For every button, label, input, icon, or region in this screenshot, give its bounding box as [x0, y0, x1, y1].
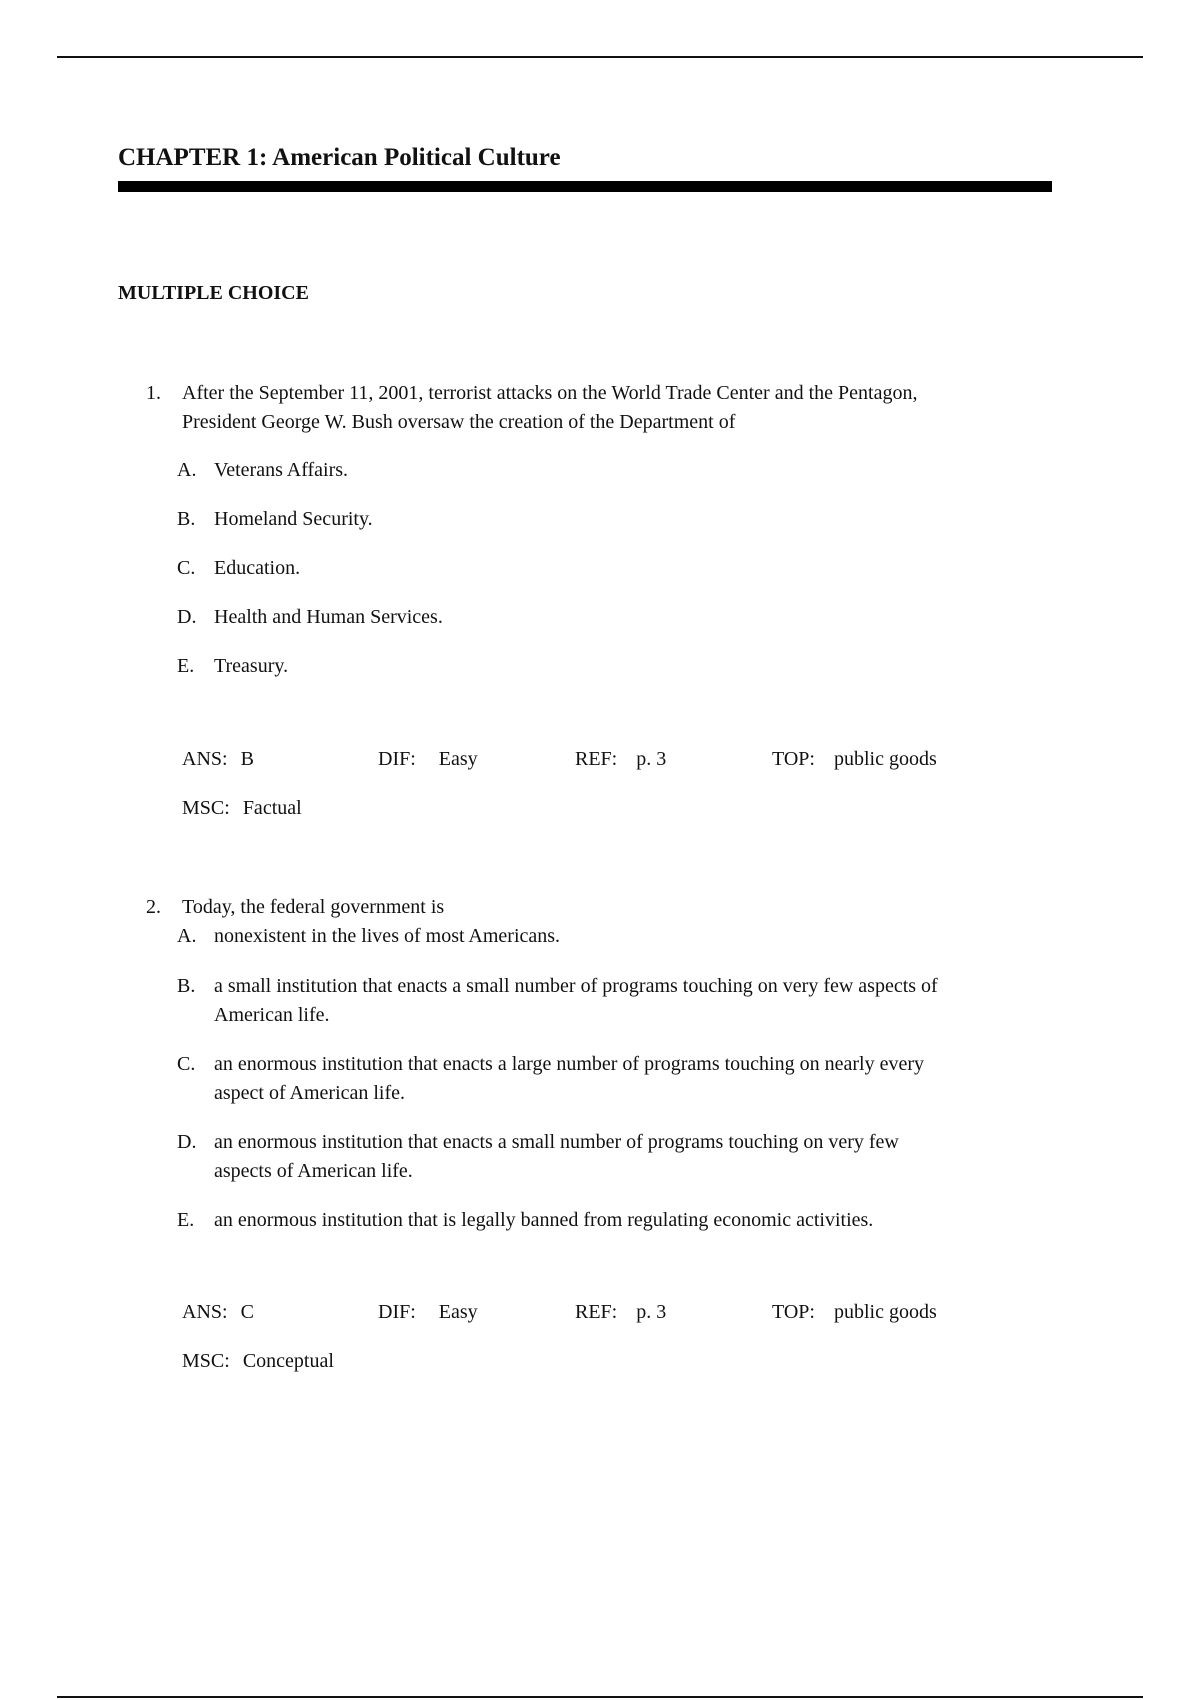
topic-label: TOP: — [772, 748, 815, 770]
option-letter: A. — [177, 459, 197, 481]
question-1-option-a — [118, 456, 1038, 485]
option-text-line-2: aspect of American life. — [214, 1082, 406, 1104]
difficulty-field — [378, 745, 478, 774]
question-2-stem-line-1: Today, the federal government is — [182, 896, 445, 918]
option-letter: E. — [177, 1209, 195, 1231]
topic-field — [772, 745, 937, 774]
top-rule — [57, 56, 1143, 58]
answer-value: C — [240, 1301, 254, 1323]
question-1-stem-line-1: After the September 11, 2001, terrorist attacks on the World Trade Center and the Pentagon, — [182, 382, 918, 404]
reference-label: REF: — [575, 1301, 618, 1323]
option-text: nonexistent in the lives of most Americans. — [214, 925, 561, 947]
option-text-line-2: American life. — [214, 1004, 330, 1026]
option-text: Homeland Security. — [214, 508, 373, 530]
difficulty-label: DIF: — [378, 1301, 416, 1323]
option-text: an enormous institution that is legally banned from regulating economic activities. — [214, 1209, 874, 1231]
difficulty-value: Easy — [438, 1301, 478, 1323]
misc-label: MSC: — [182, 1350, 230, 1372]
difficulty-value: Easy — [438, 748, 478, 770]
option-text: Treasury. — [214, 655, 289, 677]
question-1 — [118, 379, 1038, 681]
misc-field — [182, 794, 302, 823]
chapter-title: CHAPTER 1: American Political Culture — [118, 144, 561, 171]
reference-value: p. 3 — [636, 748, 667, 770]
topic-label: TOP: — [772, 1301, 815, 1323]
question-1-option-e — [118, 652, 1038, 681]
option-text: Veterans Affairs. — [214, 459, 349, 481]
option-letter: D. — [177, 606, 197, 628]
question-1-number: 1. — [146, 382, 161, 404]
misc-value: Conceptual — [242, 1350, 334, 1372]
question-2-number: 2. — [146, 896, 161, 918]
answer-field — [182, 1298, 254, 1327]
question-1-stem-line-2: President George W. Bush oversaw the creation of the Department of — [182, 411, 736, 433]
option-letter: B. — [177, 508, 196, 530]
reference-value: p. 3 — [636, 1301, 667, 1323]
question-2-option-b — [118, 972, 1038, 1030]
topic-value: public goods — [833, 1301, 937, 1323]
misc-field — [182, 1347, 334, 1376]
difficulty-field — [378, 1298, 478, 1327]
option-text-line-2: aspects of American life. — [214, 1160, 413, 1182]
question-2-option-e — [118, 1206, 1038, 1235]
misc-value: Factual — [242, 797, 302, 819]
topic-field — [772, 1298, 937, 1327]
reference-field — [575, 1298, 666, 1327]
question-2-stem — [118, 893, 1038, 922]
topic-value: public goods — [833, 748, 937, 770]
misc-label: MSC: — [182, 797, 230, 819]
option-letter: C. — [177, 1053, 196, 1075]
option-letter: E. — [177, 655, 195, 677]
question-1-option-d — [118, 603, 1038, 632]
option-letter: D. — [177, 1131, 197, 1153]
answer-value: B — [240, 748, 254, 770]
option-text-line-1: an enormous institution that enacts a small number of programs touching on very few — [214, 1131, 899, 1153]
option-text-line-1: an enormous institution that enacts a large number of programs touching on nearly every — [214, 1053, 924, 1075]
answer-field — [182, 745, 254, 774]
difficulty-label: DIF: — [378, 748, 416, 770]
question-1-option-b — [118, 505, 1038, 534]
option-letter: A. — [177, 925, 197, 947]
question-2-option-d — [118, 1128, 1038, 1186]
option-text: Education. — [214, 557, 301, 579]
section-heading: MULTIPLE CHOICE — [118, 282, 309, 304]
question-1-stem — [118, 379, 1038, 437]
answer-label: ANS: — [182, 748, 228, 770]
question-2-option-c — [118, 1050, 1038, 1108]
answer-label: ANS: — [182, 1301, 228, 1323]
option-letter: C. — [177, 557, 196, 579]
bottom-rule — [57, 1696, 1143, 1698]
question-1-option-c — [118, 554, 1038, 583]
reference-label: REF: — [575, 748, 618, 770]
reference-field — [575, 745, 666, 774]
option-letter: B. — [177, 975, 196, 997]
option-text-line-1: a small institution that enacts a small number of programs touching on very few aspects of — [214, 975, 938, 997]
question-2 — [118, 893, 1038, 1235]
chapter-title-bar — [118, 181, 1052, 192]
question-2-option-a — [118, 922, 1038, 951]
option-text: Health and Human Services. — [214, 606, 443, 628]
